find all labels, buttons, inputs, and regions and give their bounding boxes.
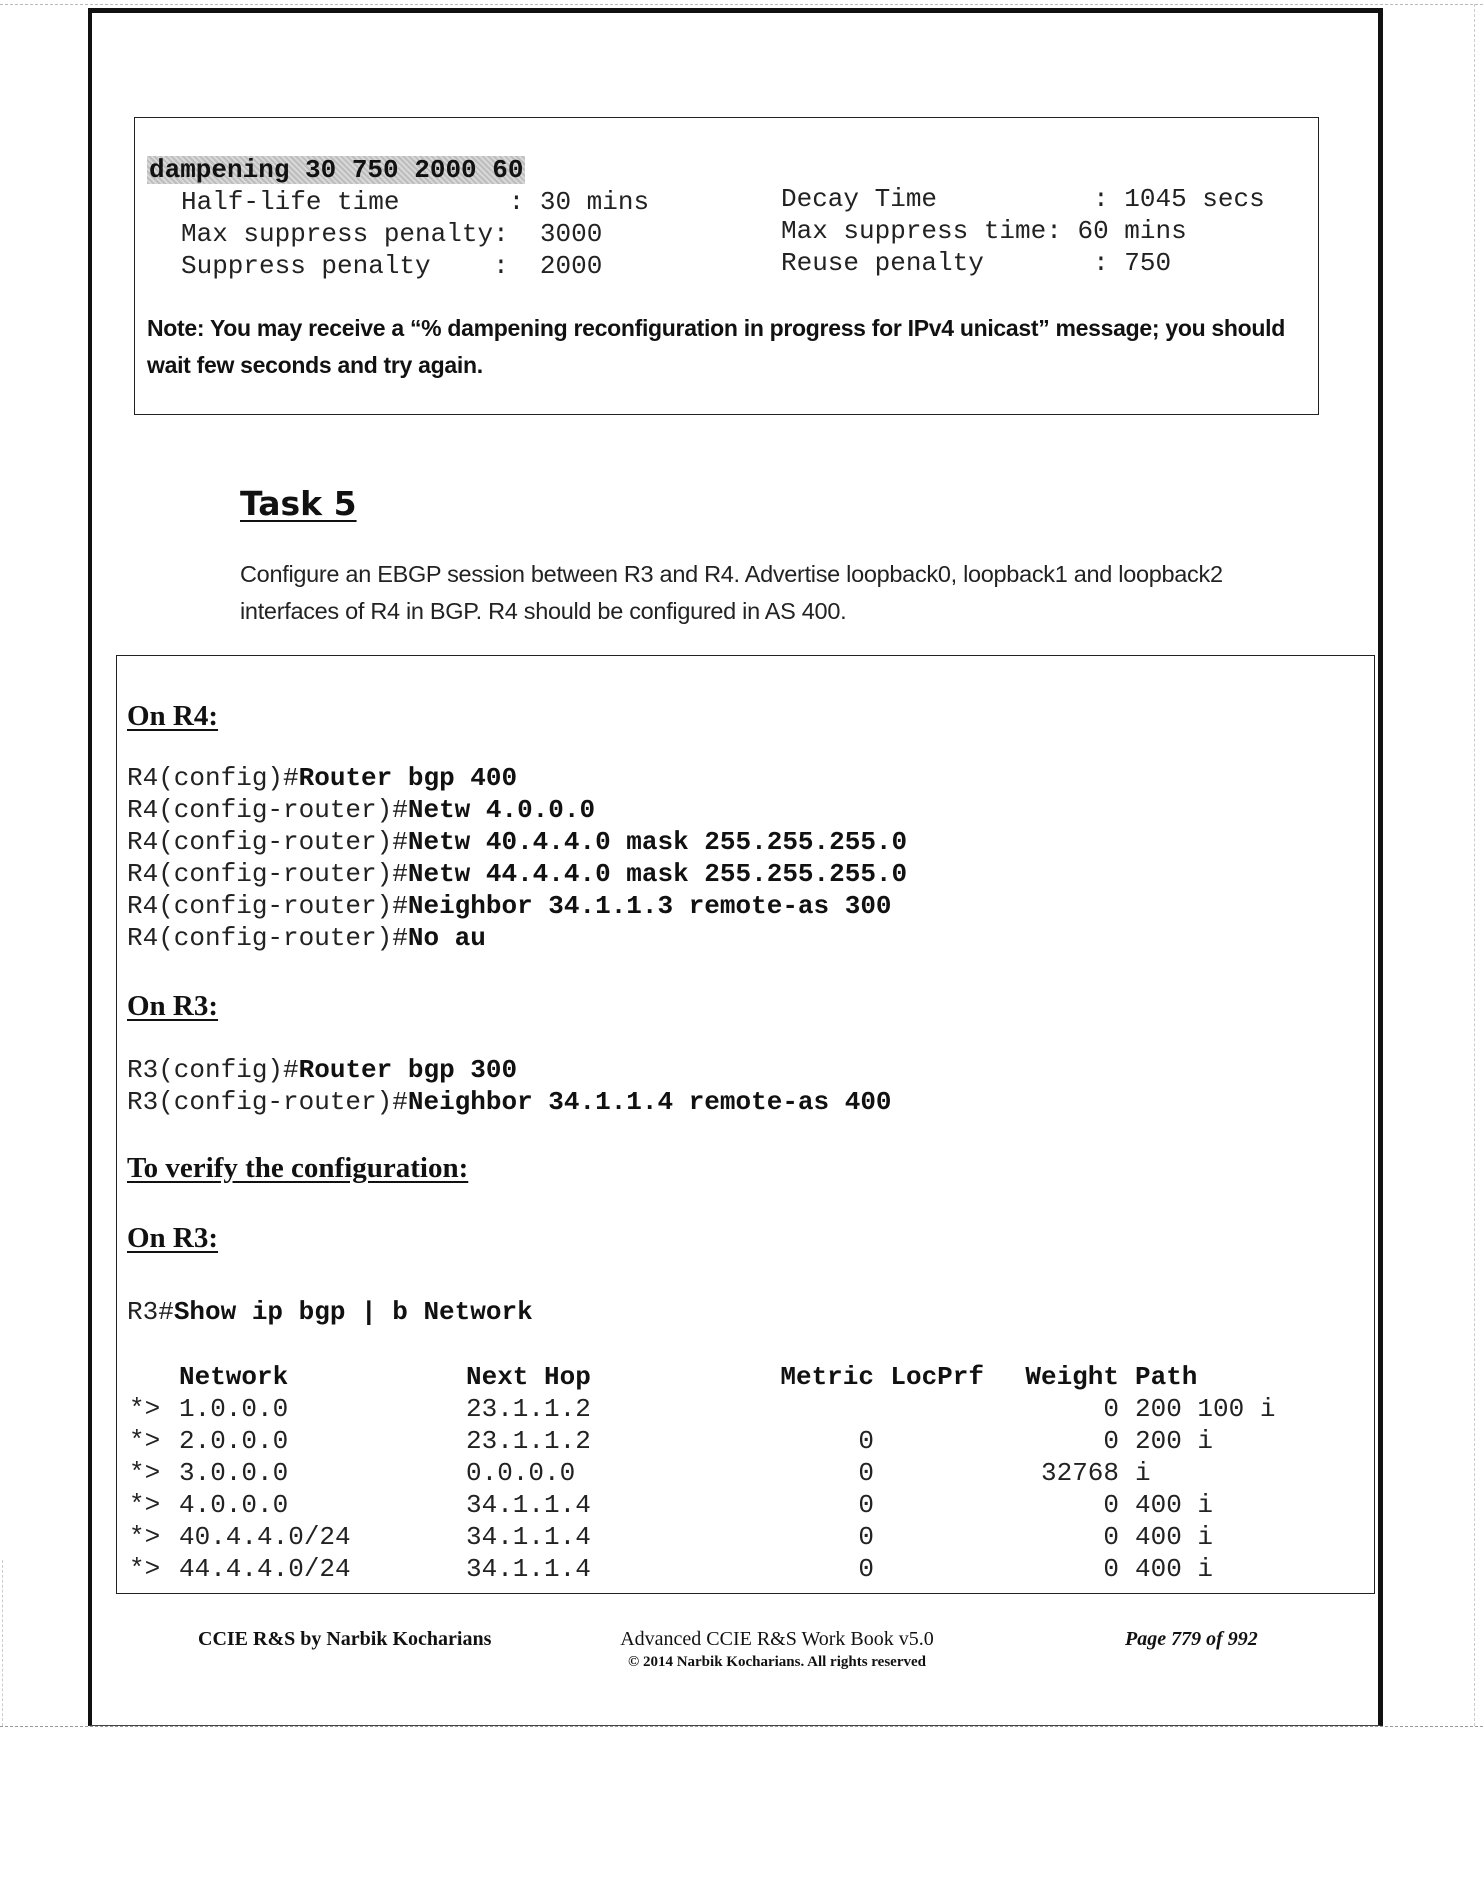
param-label: Reuse penalty	[781, 248, 1094, 278]
scan-edge-left	[2, 1560, 4, 1726]
dampening-note: Note: You may receive a “% dampening reconfiguration in progress for IPv4 unicast” message; you should wait few seconds and try again.	[147, 315, 1285, 378]
param-label: Half-life time	[181, 187, 509, 217]
cli-command: Netw 40.4.4.0 mask 255.255.255.0	[407, 827, 908, 857]
route-next-hop: 23.1.1.2	[466, 1394, 591, 1424]
cli-prompt: R3(config-router)#	[127, 1087, 408, 1117]
footer-author: CCIE R&S by Narbik Kocharians	[198, 1628, 492, 1650]
param-value: 60 mins	[1077, 216, 1187, 246]
route-weight: 32768	[1040, 1458, 1119, 1488]
route-metric: 0	[858, 1490, 874, 1520]
route-network: 1.0.0.0	[179, 1394, 289, 1424]
cli-line	[127, 1054, 517, 1086]
cli-prompt: R4(config)#	[127, 763, 299, 793]
cli-prompt: R4(config-router)#	[127, 923, 408, 953]
cli-line	[127, 858, 907, 890]
footer-copyright: © 2014 Narbik Kocharians. All rights reserved	[627, 1654, 926, 1670]
scan-edge-top	[0, 4, 1483, 6]
route-metric: 0	[858, 1458, 874, 1488]
route-network: 44.4.4.0/24	[179, 1554, 351, 1584]
solution-box	[116, 655, 1375, 1594]
col-network: Network	[179, 1362, 289, 1392]
table-row	[129, 1553, 1369, 1585]
table-row	[129, 1393, 1369, 1425]
cli-prompt: R3#	[127, 1297, 174, 1327]
route-path: i	[1135, 1458, 1151, 1488]
param-value: 30 mins	[539, 187, 650, 217]
route-status: *>	[129, 1522, 161, 1552]
section-heading-on-r3: On R3:	[127, 990, 219, 1022]
cli-prompt: R4(config-router)#	[127, 795, 408, 825]
route-status: *>	[129, 1394, 161, 1424]
route-path: 200 100 i	[1135, 1394, 1276, 1424]
cli-line	[127, 1086, 892, 1118]
table-row	[129, 1425, 1369, 1457]
route-network: 40.4.4.0/24	[179, 1522, 351, 1552]
route-weight: 0	[1103, 1394, 1119, 1424]
param-sep: :	[493, 251, 509, 281]
route-weight: 0	[1103, 1426, 1119, 1456]
param-max-suppress-penalty	[181, 219, 602, 249]
col-next-hop: Next Hop	[466, 1362, 591, 1392]
param-suppress-penalty	[181, 251, 602, 281]
route-weight: 0	[1103, 1554, 1119, 1584]
route-path: 400 i	[1135, 1522, 1214, 1552]
cli-command: Show ip bgp | b Network	[173, 1297, 533, 1327]
footer-page-number: Page 779 of 992	[1125, 1628, 1258, 1650]
route-path: 400 i	[1135, 1554, 1214, 1584]
bgp-table-header	[129, 1361, 1369, 1393]
param-value: 1045 secs	[1124, 184, 1265, 214]
footer-book-info	[582, 1628, 972, 1671]
param-reuse-penalty	[781, 248, 1171, 278]
route-next-hop: 34.1.1.4	[466, 1554, 591, 1584]
cli-prompt: R3(config)#	[127, 1055, 299, 1085]
param-label: Decay Time	[781, 184, 1094, 214]
route-status: *>	[129, 1490, 161, 1520]
scan-edge-bottom	[0, 1726, 1483, 1728]
param-sep: :	[493, 219, 509, 249]
param-sep: :	[508, 187, 525, 217]
cli-command: Netw 44.4.4.0 mask 255.255.255.0	[407, 859, 908, 889]
cli-line	[127, 826, 907, 858]
param-half-life	[181, 187, 649, 217]
param-value: 2000	[524, 251, 603, 281]
table-row	[129, 1457, 1369, 1489]
param-sep: :	[1093, 184, 1109, 214]
table-row	[129, 1521, 1369, 1553]
param-label: Max suppress penalty	[181, 219, 494, 249]
route-network: 4.0.0.0	[179, 1490, 289, 1520]
route-path: 200 i	[1135, 1426, 1214, 1456]
param-label: Max suppress time	[781, 216, 1047, 246]
route-next-hop: 34.1.1.4	[466, 1522, 591, 1552]
dampening-command: dampening 30 750 2000 60	[149, 155, 524, 185]
show-command-line	[127, 1296, 533, 1328]
route-metric: 0	[858, 1426, 874, 1456]
cli-prompt: R4(config-router)#	[127, 827, 408, 857]
section-heading-on-r4: On R4:	[127, 700, 219, 732]
cli-line	[127, 794, 595, 826]
cli-prompt: R4(config-router)#	[127, 891, 408, 921]
cli-command: No au	[407, 923, 486, 953]
route-metric: 0	[858, 1554, 874, 1584]
route-next-hop: 0.0.0.0	[466, 1458, 576, 1488]
param-label: Suppress penalty	[181, 251, 494, 281]
col-path: Path	[1135, 1362, 1198, 1392]
route-path: 400 i	[1135, 1490, 1214, 1520]
cli-command: Neighbor 34.1.1.3 remote-as 300	[407, 891, 892, 921]
section-heading-verify: To verify the configuration:	[127, 1152, 469, 1184]
route-network: 2.0.0.0	[179, 1426, 289, 1456]
cli-command: Router bgp 300	[298, 1055, 518, 1085]
cli-command: Neighbor 34.1.1.4 remote-as 400	[407, 1087, 892, 1117]
param-value: 3000	[524, 219, 603, 249]
route-network: 3.0.0.0	[179, 1458, 289, 1488]
section-heading-verify-on-r3: On R3:	[127, 1222, 219, 1254]
cli-command: Netw 4.0.0.0	[407, 795, 596, 825]
dampening-output-box	[134, 117, 1319, 415]
task-heading: Task 5	[240, 484, 357, 523]
cli-line	[127, 762, 517, 794]
cli-prompt: R4(config-router)#	[127, 859, 408, 889]
route-weight: 0	[1103, 1522, 1119, 1552]
param-max-suppress-time	[781, 216, 1187, 246]
route-status: *>	[129, 1554, 161, 1584]
footer-book-title: Advanced CCIE R&S Work Book v5.0	[620, 1628, 934, 1650]
route-status: *>	[129, 1426, 161, 1456]
route-next-hop: 34.1.1.4	[466, 1490, 591, 1520]
param-sep: :	[1093, 248, 1109, 278]
route-status: *>	[129, 1458, 161, 1488]
cli-command: Router bgp 400	[298, 763, 518, 793]
route-metric: 0	[858, 1522, 874, 1552]
col-locprf: LocPrf	[890, 1362, 984, 1392]
scan-edge-right	[1474, 4, 1476, 1726]
param-value: 750	[1124, 248, 1172, 278]
cli-line	[127, 890, 892, 922]
route-weight: 0	[1103, 1490, 1119, 1520]
param-decay-time	[781, 184, 1265, 214]
task-description: Configure an EBGP session between R3 and R4. Advertise loopback0, loopback1 and loopback2 interfaces of R4 in BGP. R4 should be configured in AS 400.	[240, 561, 1223, 624]
col-metric: Metric	[780, 1362, 874, 1392]
col-weight: Weight	[1025, 1362, 1119, 1392]
table-row	[129, 1489, 1369, 1521]
route-next-hop: 23.1.1.2	[466, 1426, 591, 1456]
param-sep: :	[1046, 216, 1062, 246]
cli-line	[127, 922, 486, 954]
